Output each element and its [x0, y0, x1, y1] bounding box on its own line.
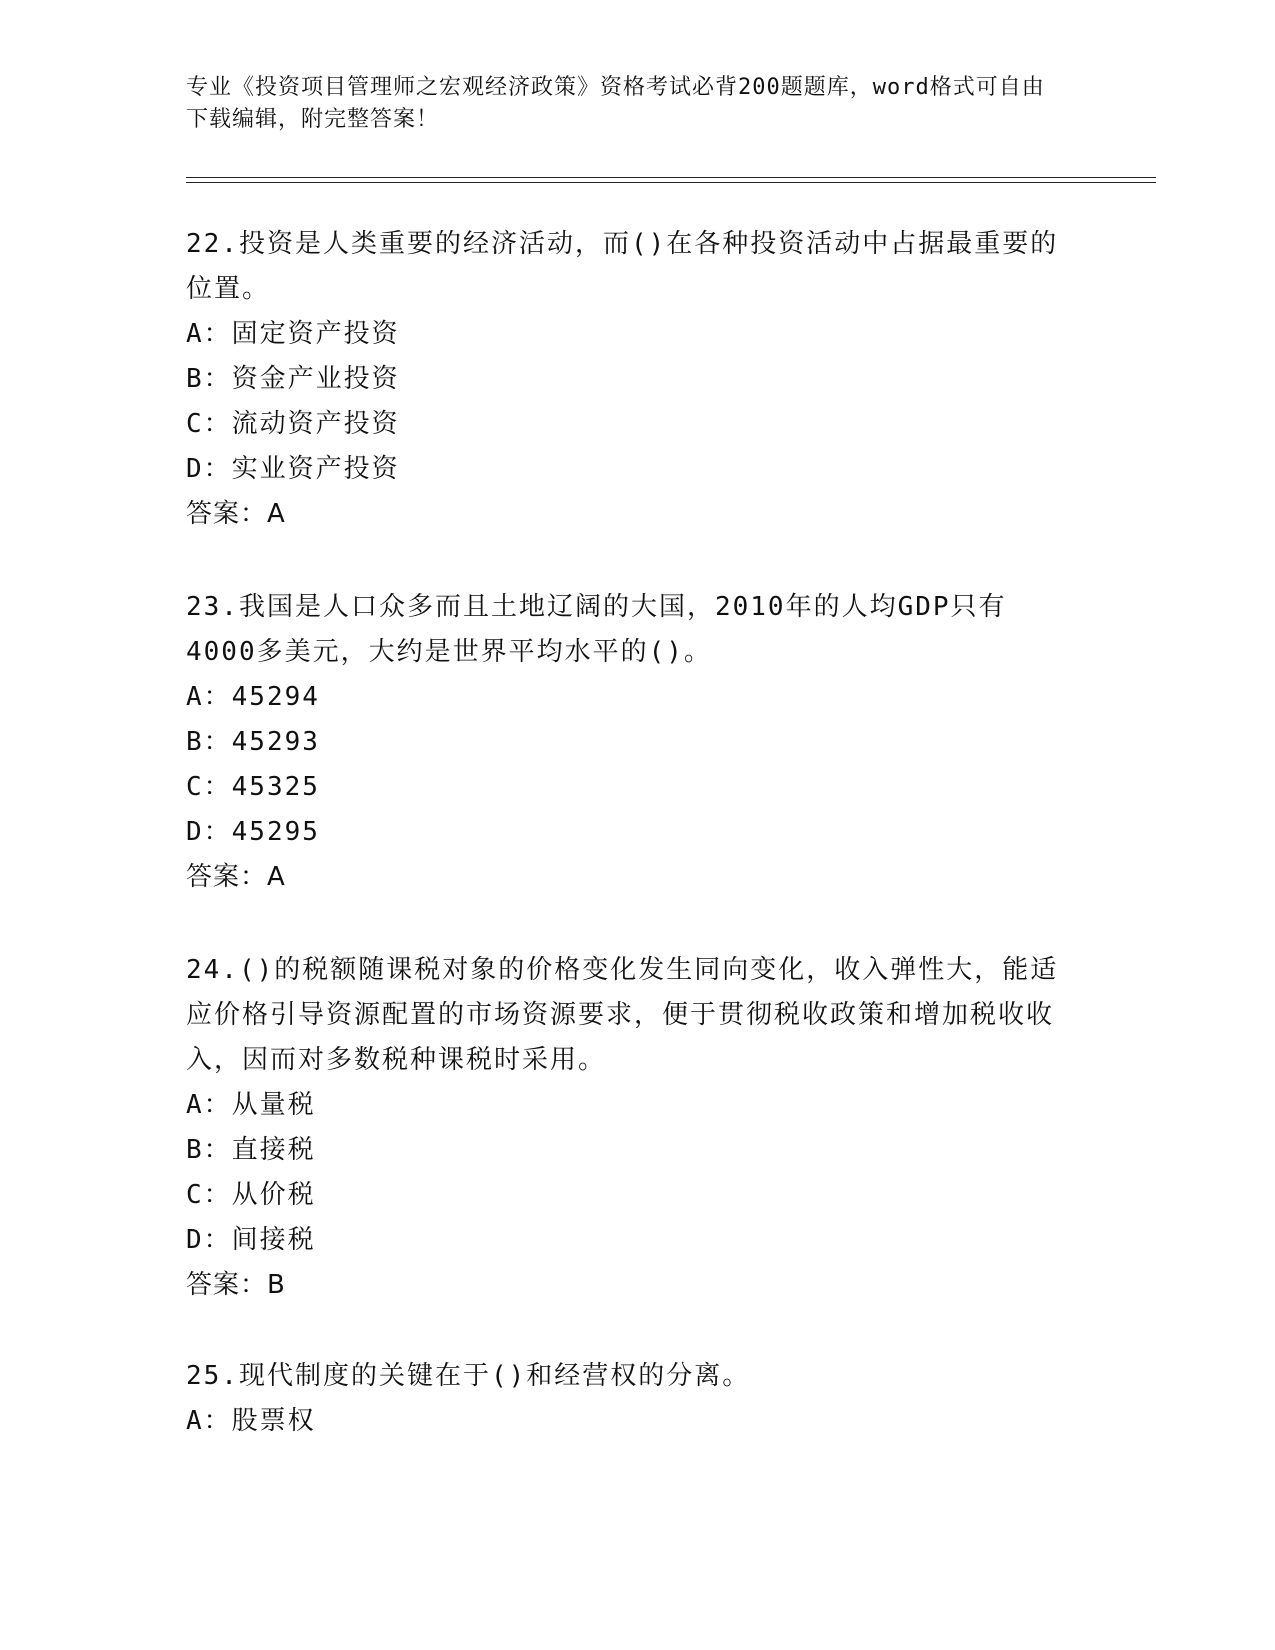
question-25 [186, 1354, 1076, 1444]
question-24 [186, 948, 1076, 1308]
option-key: C： [186, 1180, 232, 1210]
answer-line: 答案：A [186, 862, 286, 892]
option-text: 从量税 [231, 1090, 316, 1120]
option-key: A： [186, 319, 232, 349]
option-text: 45325 [231, 772, 320, 802]
option-key: D： [186, 454, 232, 484]
option-a [186, 1083, 1076, 1128]
option-d [186, 1218, 1076, 1263]
option-key: C： [186, 409, 232, 439]
option-b [186, 720, 1076, 765]
option-key: B： [186, 364, 232, 394]
document-header: 专业《投资项目管理师之宏观经济政策》资格考试必背200题题库，word格式可自由下载编辑，附完整答案！ [186, 75, 1045, 132]
header-divider-top [186, 177, 1156, 178]
option-text: 直接税 [231, 1135, 316, 1165]
option-text: 股票权 [231, 1406, 316, 1436]
question-stem: 25.现代制度的关键在于()和经营权的分离。 [186, 1361, 751, 1391]
option-a [186, 312, 1076, 357]
option-text: 资金产业投资 [231, 364, 400, 394]
option-key: D： [186, 1225, 232, 1255]
option-text: 间接税 [231, 1225, 316, 1255]
option-text: 固定资产投资 [231, 319, 400, 349]
option-b [186, 1128, 1076, 1173]
option-key: A： [186, 1406, 232, 1436]
header-divider-bottom [186, 182, 1156, 183]
option-a [186, 1399, 1076, 1444]
option-key: D： [186, 817, 232, 847]
option-c [186, 765, 1076, 810]
option-key: A： [186, 682, 232, 712]
option-key: A： [186, 1090, 232, 1120]
option-b [186, 357, 1076, 402]
option-a [186, 675, 1076, 720]
option-c [186, 1173, 1076, 1218]
option-text: 从价税 [231, 1180, 316, 1210]
answer-line: 答案：B [186, 1270, 286, 1300]
option-text: 45295 [231, 817, 320, 847]
question-22 [186, 222, 1076, 537]
option-text: 45293 [231, 727, 320, 757]
option-text: 实业资产投资 [231, 454, 400, 484]
question-stem: 24.()的税额随课税对象的价格变化发生同向变化，收入弹性大，能适应价格引导资源配置的市场资源要求，便于贯彻税收政策和增加税收收入，因而对多数税种课税时采用。 [186, 955, 1059, 1075]
question-stem: 23.我国是人口众多而且土地辽阔的大国，2010年的人均GDP只有4000多美元，大约是世界平均水平的()。 [186, 592, 1007, 667]
option-text: 45294 [231, 682, 320, 712]
option-d [186, 447, 1076, 492]
option-key: C： [186, 772, 232, 802]
option-d [186, 810, 1076, 855]
answer-line: 答案：A [186, 499, 286, 529]
question-stem: 22.投资是人类重要的经济活动，而()在各种投资活动中占据最重要的位置。 [186, 229, 1059, 304]
option-key: B： [186, 727, 232, 757]
option-text: 流动资产投资 [231, 409, 400, 439]
option-key: B： [186, 1135, 232, 1165]
option-c [186, 402, 1076, 447]
question-23 [186, 585, 1076, 900]
